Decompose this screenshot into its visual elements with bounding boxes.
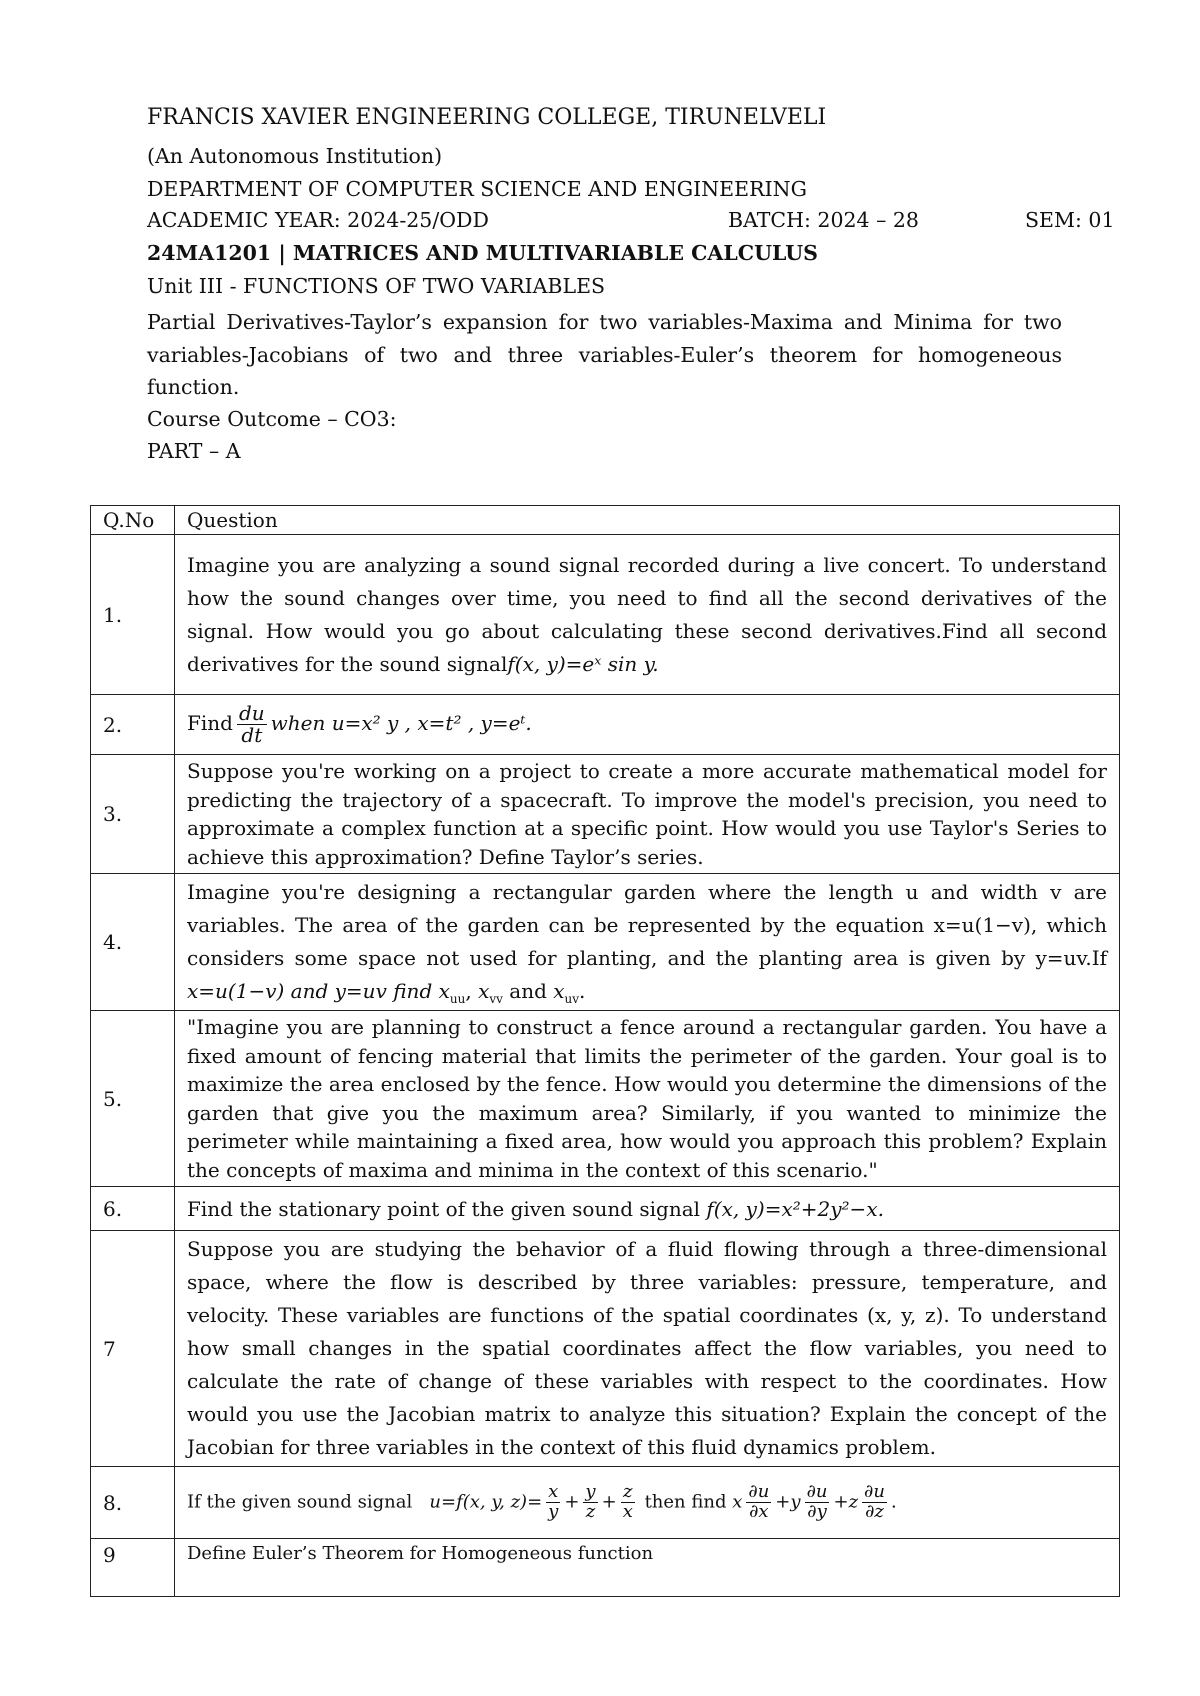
question-text: Imagine you're designing a rectangular garden where the length u and width v are variables. The area of the garden can be represented by the equation x=u(1−v), which considers some space not used for planting, and the planting area is given by y=uv.If x=u(1−v) and y=uv find $x_{uu}$, $x_{vv}$ and $x_{uv}$. xyxy=(175,874,1120,1011)
question-number: 9 xyxy=(91,1539,175,1597)
question-number: 3. xyxy=(91,755,175,874)
table-row xyxy=(91,1187,1120,1231)
question-text: Suppose you're working on a project to create a more accurate mathematical model for predicting the trajectory of a spacecraft. To improve the model's precision, you need to approximate a complex function at a specific point. How would you use Taylor's Series to achieve this approximation? Define Taylor’s series. xyxy=(175,755,1120,874)
formula-u: u=f(x, y, z)= xyxy=(429,1491,543,1513)
question-text: If the given sound signal u=f(x, y, z)= $\frac{x}{y}$ + $\frac{y}{z}$ + $\frac{z}{x}$ then find x $\frac{\partial u}{\partial x}$ +y $\frac{\partial u}{\partial y}$ +z $\frac{\partial u}{\partial z}$ . xyxy=(175,1467,1120,1539)
course-outcome: Course Outcome – CO3: xyxy=(147,407,397,431)
college-name: FRANCIS XAVIER ENGINEERING COLLEGE, TIRUNELVELI xyxy=(147,105,827,130)
table-row xyxy=(91,1011,1120,1187)
course-title: 24MA1201 | MATRICES AND MULTIVARIABLE CALCULUS xyxy=(147,241,818,265)
frac-z-x: $\frac{z}{x}$ xyxy=(622,1481,633,1522)
unit-title: Unit III - FUNCTIONS OF TWO VARIABLES xyxy=(147,274,606,298)
question-text xyxy=(175,535,1120,695)
header-qno: Q.No xyxy=(91,506,175,535)
question-number: 5. xyxy=(91,1011,175,1187)
frac-y-z: $\frac{y}{z}$ xyxy=(585,1481,596,1522)
question-body: If the given sound signal xyxy=(187,1491,413,1513)
subscript-uv: uv xyxy=(564,992,580,1006)
question-body: Find the stationary point of the given sound signal xyxy=(187,1196,701,1221)
semester: SEM: 01 xyxy=(1025,208,1115,232)
question-body-2: then find xyxy=(644,1491,727,1513)
question-number: 4. xyxy=(91,874,175,1011)
department: DEPARTMENT OF COMPUTER SCIENCE AND ENGINEERING xyxy=(147,177,807,201)
table-row xyxy=(91,695,1120,755)
question-formula: x=u(1−v) and y=uv find x xyxy=(187,979,450,1003)
fraction-du-dt: $\frac{du}{dt}$ xyxy=(238,701,265,747)
frac-du-dx: $\frac{\partial u}{\partial x}$ xyxy=(748,1481,770,1522)
year-line xyxy=(147,205,1115,235)
question-number: 1. xyxy=(91,535,175,695)
question-body: Imagine you're designing a rectangular garden where the length u and width v are variables. The area of the garden can be represented by the equation x=u(1−v), which considers some space not used for planting, and the planting area is given by y=uv.If xyxy=(187,880,1107,970)
question-text: Suppose you are studying the behavior of a fluid flowing through a three-dimensional space, where the flow is described by three variables: pressure, temperature, and velocity. These variables are functions of the spatial coordinates (x, y, z). To understand how small changes in the spatial coordinates affect the flow variables, you need to calculate the rate of change of these variables with respect to the coordinates. How would you use the Jacobian matrix to analyze this situation? Explain the concept of the Jacobian for three variables in the context of this fluid dynamics problem. xyxy=(175,1231,1120,1467)
table-row xyxy=(91,1231,1120,1467)
question-text: Define Euler’s Theorem for Homogeneous function xyxy=(175,1539,1120,1597)
question-body: Find xyxy=(187,711,233,735)
question-formula: f(x, y)=eˣ sin y. xyxy=(507,651,659,676)
part-heading: PART – A xyxy=(147,439,241,463)
question-number: 8. xyxy=(91,1467,175,1539)
question-number: 2. xyxy=(91,695,175,755)
table-row xyxy=(91,874,1120,1011)
question-body: Imagine you are analyzing a sound signal recorded during a live concert. To understand how the sound changes over time, you need to find all the second derivatives of the signal. How would you go about calculating these second derivatives.Find all second derivatives for the sound signal xyxy=(187,552,1107,676)
frac-du-dy: $\frac{\partial u}{\partial y}$ xyxy=(806,1481,828,1522)
syllabus: Partial Derivatives-Taylor’s expansion for two variables-Maxima and Minima for two variables-Jacobians of two and three variables-Euler’s theorem for homogeneous function. xyxy=(147,310,1062,399)
question-formula: f(x, y)=x²+2y²−x. xyxy=(706,1196,884,1221)
question-formula: when u=x² y , x=t² , y=eᵗ. xyxy=(270,711,532,735)
academic-year: ACADEMIC YEAR: 2024-25/ODD xyxy=(147,208,489,232)
frac-du-dz: $\frac{\partial u}{\partial z}$ xyxy=(864,1481,885,1522)
frac-x-y: $\frac{x}{y}$ xyxy=(548,1481,559,1522)
table-header-row xyxy=(91,506,1120,535)
question-number: 7 xyxy=(91,1231,175,1467)
subscript-uu: uu xyxy=(449,992,466,1006)
table-row xyxy=(91,535,1120,695)
question-text xyxy=(175,1187,1120,1231)
question-text: "Imagine you are planning to construct a fence around a rectangular garden. You have a fixed amount of fencing material that limits the perimeter of the garden. Your goal is to maximize the area enclosed by the fence. How would you determine the dimensions of the garden that give you the maximum area? Similarly, if you wanted to minimize the perimeter while maintaining a fixed area, how would you approach this problem? Explain the concepts of maxima and minima in the context of this scenario." xyxy=(175,1011,1120,1187)
question-text xyxy=(175,695,1120,755)
header-question: Question xyxy=(175,506,1120,535)
table-row xyxy=(91,1539,1120,1597)
question-number: 6. xyxy=(91,1187,175,1231)
institution-type: (An Autonomous Institution) xyxy=(147,144,443,168)
question-table xyxy=(90,505,1120,1597)
subscript-vv: vv xyxy=(489,992,503,1006)
batch: BATCH: 2024 – 28 xyxy=(728,208,919,232)
table-row xyxy=(91,1467,1120,1539)
table-row xyxy=(91,755,1120,874)
